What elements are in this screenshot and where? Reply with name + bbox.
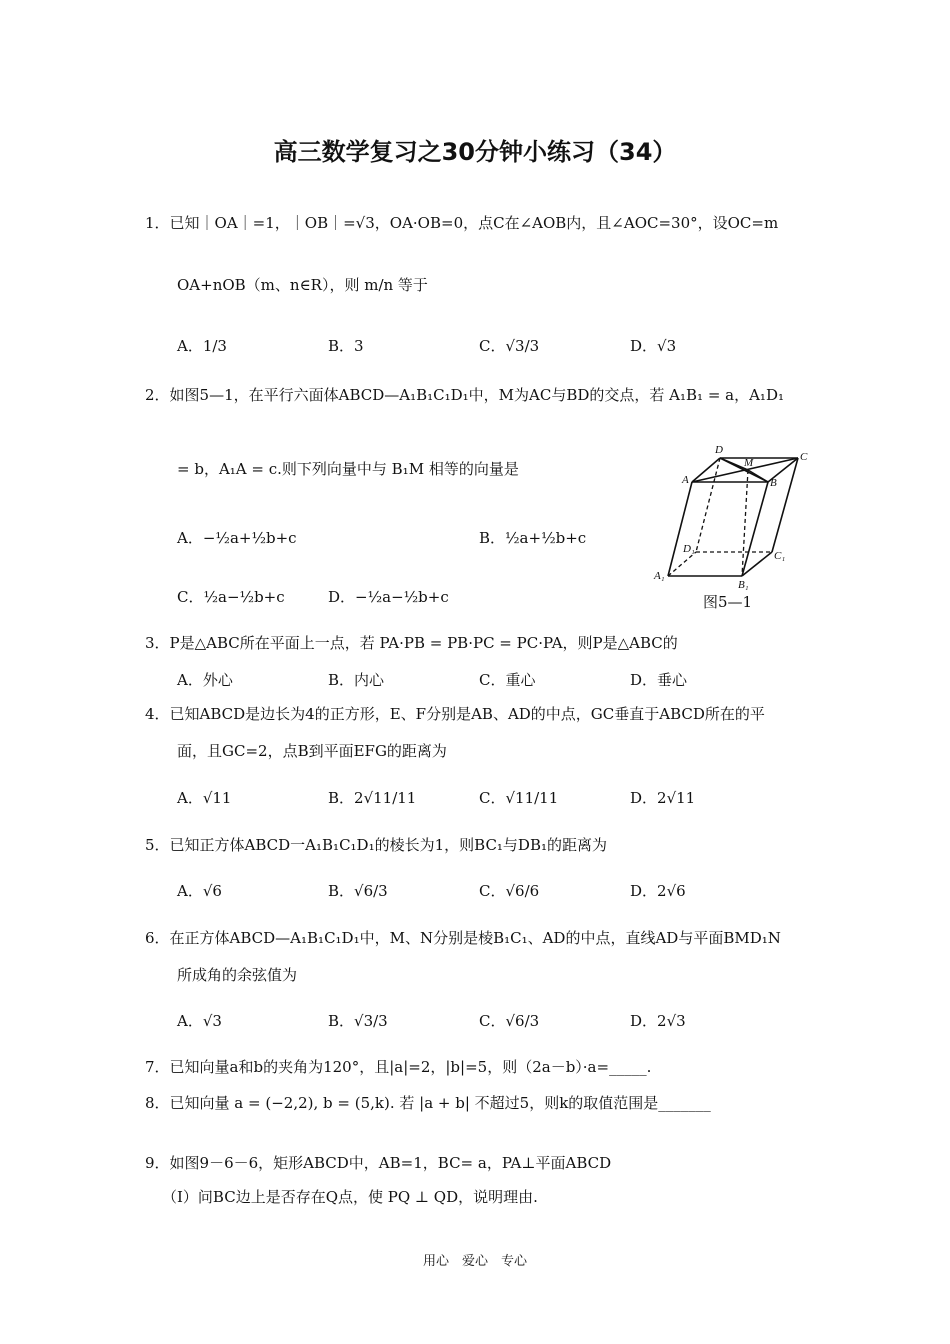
question-5-text: 5．已知正方体ABCD一A₁B₁C₁D₁的棱长为1，则BC₁与DB₁的距离为: [145, 836, 607, 854]
question-4-option-d: D．2√11: [630, 789, 696, 807]
question-6-text: 6．在正方体ABCD—A₁B₁C₁D₁中，M、N分别是棱B₁C₁、AD的中点，直线AD与平面BMD₁N: [145, 929, 781, 947]
question-2-text-cont: = b，A₁A = c.则下列向量中与 B₁M 相等的向量是: [177, 460, 519, 478]
question-2-option-c: C．½a−½b+c: [177, 588, 285, 606]
page-footer: 用心 爱心 专心: [422, 1254, 527, 1269]
question-9-text: 9．如图9－6－6，矩形ABCD中，AB=1，BC= a，PA⊥平面ABCD: [145, 1154, 612, 1172]
label-b1: B₁: [738, 579, 749, 591]
question-3-text: 3．P是△ABC所在平面上一点，若 PA·PB = PB·PC = PC·PA，则P是△ABC的: [145, 634, 678, 652]
question-2-option-a: A．−½a+½b+c: [177, 529, 297, 547]
question-6-option-c: C．√6/3: [479, 1012, 540, 1030]
label-c1: C₁: [774, 550, 786, 562]
question-5-option-a: A．√6: [177, 882, 222, 900]
question-4-option-a: A．√11: [177, 789, 232, 807]
question-2-option-b: B．½a+½b+c: [479, 529, 587, 547]
question-3-option-c: C．重心: [479, 671, 536, 689]
edge-a1d1-hidden: [668, 552, 696, 576]
page-title: 高三数学复习之30分钟小练习（34）: [273, 138, 677, 166]
label-d1: D₁: [683, 543, 695, 555]
parallelepiped-figure: [650, 442, 820, 612]
label-b: B: [770, 477, 777, 489]
edge-aa1: [668, 482, 692, 576]
question-1-option-c: C．√3/3: [479, 337, 540, 355]
question-5-option-c: C．√6/6: [479, 882, 540, 900]
label-d: D: [715, 444, 723, 456]
label-c: C: [800, 451, 808, 463]
question-2-text: 2．如图5—1，在平行六面体ABCD—A₁B₁C₁D₁中，M为AC与BD的交点，若 A₁B₁ = a，A₁D₁: [145, 386, 784, 404]
question-3-option-d: D．垂心: [630, 671, 688, 689]
edge-bb1: [742, 482, 768, 576]
label-m: M: [744, 457, 754, 469]
question-5-option-d: D．2√6: [630, 882, 686, 900]
question-6-text-cont: 所成角的余弦值为: [177, 966, 298, 984]
question-1-option-d: D．√3: [630, 337, 677, 355]
question-5-option-b: B．√6/3: [328, 882, 388, 900]
question-6-option-b: B．√3/3: [328, 1012, 388, 1030]
question-4-text-cont: 面，且GC=2，点B到平面EFG的距离为: [177, 742, 447, 760]
edge-dd1-hidden: [696, 458, 720, 552]
question-9-part-1: （Ⅰ）问BC边上是否存在Q点，使 PQ ⊥ QD，说明理由.: [162, 1188, 538, 1206]
edge-b1c1: [742, 552, 772, 576]
question-1-text: 1．已知｜OA｜=1，｜OB｜=√3，OA·OB=0，点C在∠AOB内，且∠AOC=30°，设OC=m: [145, 214, 779, 232]
question-6-option-d: D．2√3: [630, 1012, 686, 1030]
question-2-option-d: D．−½a−½b+c: [328, 588, 449, 606]
question-4-option-b: B．2√11/11: [328, 789, 417, 807]
question-1-option-b: B．3: [328, 337, 364, 355]
question-7-text: 7．已知向量a和b的夹角为120°，且|a|=2，|b|=5，则（2a－b）·a=_____.: [145, 1058, 652, 1076]
question-1-text-cont: OA+nOB（m、n∈R），则 m/n 等于: [177, 276, 428, 294]
edge-cc1: [772, 458, 798, 552]
question-3-option-b: B．内心: [328, 671, 385, 689]
question-8-text: 8．已知向量 a = (−2,2), b = (5,k). 若 |a + b| 不超过5，则k的取值范围是_______: [145, 1094, 711, 1112]
question-4-text: 4．已知ABCD是边长为4的正方形，E、F分别是AB、AD的中点，GC垂直于ABCD所在的平: [145, 705, 765, 723]
figure-caption: 图5—1: [703, 593, 753, 611]
question-6-option-a: A．√3: [177, 1012, 222, 1030]
question-3-option-a: A．外心: [177, 671, 233, 689]
label-a1: A₁: [654, 570, 665, 582]
question-4-option-c: C．√11/11: [479, 789, 559, 807]
question-1-option-a: A．1/3: [177, 337, 227, 355]
label-a: A: [682, 474, 689, 486]
